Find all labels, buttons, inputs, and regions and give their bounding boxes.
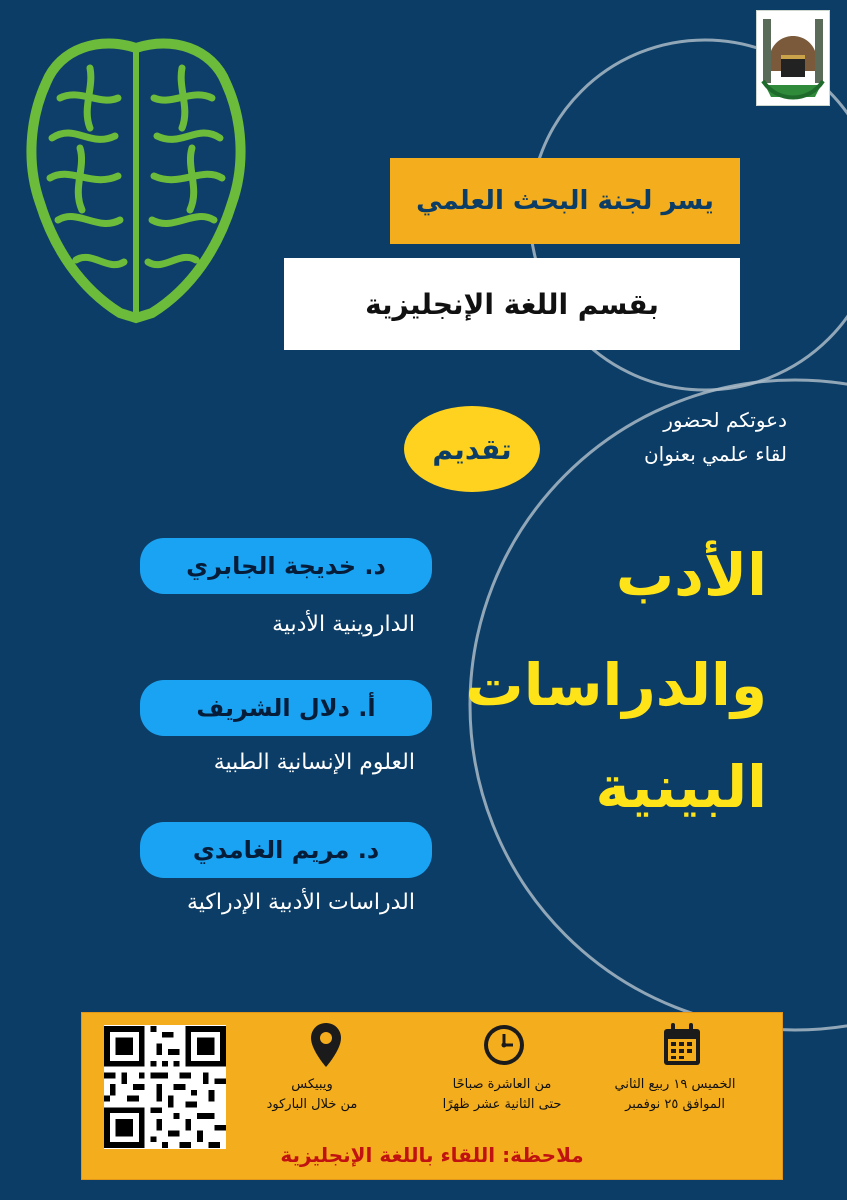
university-logo (756, 10, 830, 106)
presenting-label: تقديم (432, 432, 512, 466)
date-line-2: الموافق ٢٥ نوفمبر (625, 1097, 725, 1112)
location-pin-icon (309, 1021, 343, 1069)
speaker-topic: الدراسات الأدبية الإدراكية (186, 890, 415, 915)
event-location (242, 1075, 382, 1115)
speaker-name-pill (140, 680, 432, 736)
location-line-1: ويبيكس (291, 1077, 333, 1092)
speaker-topic: العلوم الإنسانية الطبية (213, 750, 415, 775)
event-title-line-1: الأدب (615, 541, 767, 609)
presenting-badge (404, 406, 540, 492)
time-line-1: من العاشرة صباحًا (452, 1077, 552, 1092)
qr-code[interactable] (104, 1025, 226, 1149)
invitation-line-1: دعوتكم لحضور (663, 408, 787, 432)
date-line-1: الخميس ١٩ ربيع الثاني (614, 1077, 736, 1092)
speaker-name: د. مريم الغامدي (192, 836, 380, 864)
organizer-banner (390, 158, 740, 244)
event-date (600, 1075, 750, 1115)
speaker-topic: الداروينية الأدبية (272, 612, 415, 637)
department-text: بقسم اللغة الإنجليزية (365, 287, 659, 321)
qr-code-pattern (104, 1025, 226, 1149)
event-title-line-2: والدراسات (465, 651, 767, 719)
calendar-icon (662, 1021, 702, 1069)
speaker-name-pill (140, 822, 432, 878)
invitation-line-2: لقاء علمي بعنوان (643, 442, 787, 466)
department-banner (284, 258, 740, 350)
organizer-text: يسر لجنة البحث العلمي (416, 186, 714, 216)
time-line-2: حتى الثانية عشر ظهرًا (442, 1097, 562, 1112)
speaker-name: أ. دلال الشريف (196, 694, 376, 722)
event-title-line-3: البينية (595, 753, 767, 821)
clock-icon (482, 1021, 526, 1069)
speaker-name-pill (140, 538, 432, 594)
event-details-panel (81, 1012, 783, 1180)
brain-illustration (20, 28, 252, 328)
language-note: ملاحظة: اللقاء باللغة الإنجليزية (280, 1143, 584, 1167)
university-emblem (757, 11, 829, 105)
speaker-name: د. خديجة الجابري (186, 552, 386, 580)
event-time (422, 1075, 582, 1115)
location-line-2: من خلال الباركود (266, 1097, 358, 1112)
